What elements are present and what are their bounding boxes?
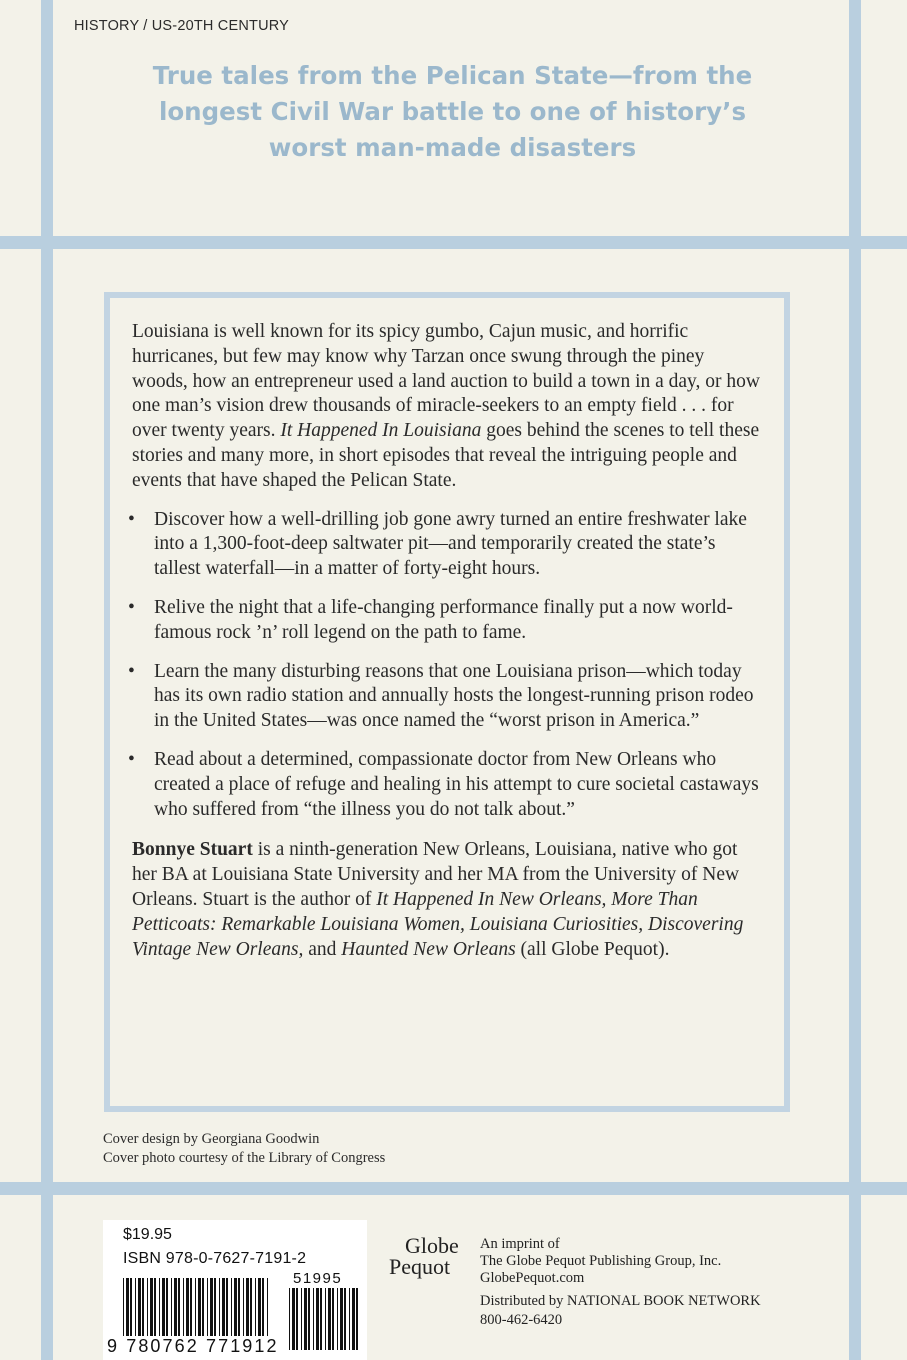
- ean-number: 9 780762 771912: [107, 1336, 279, 1356]
- bio-text: is a ninth-generation New Orleans, Louisiana, native who got her BA at Louisiana State University and her MA from the University of New Orleans. Stuart is the author of: [132, 839, 740, 910]
- intro-text-end: goes behind the scenes to tell these stories and many more, in short episodes that reveal the intriguing people and events that have shaped the Pelican State.: [132, 420, 760, 491]
- price-label: $19.95: [123, 1226, 172, 1243]
- grid-line-horizontal-bottom: [0, 1182, 907, 1195]
- distributor-line: Distributed by NATIONAL BOOK NETWORK: [480, 1293, 761, 1309]
- publisher-logo: [389, 1233, 459, 1279]
- cover-credits: [103, 1130, 385, 1168]
- logo-line: Pequot: [389, 1254, 451, 1279]
- imprint-line: The Globe Pequot Publishing Group, Inc.: [480, 1253, 722, 1269]
- imprint-line: An imprint of: [480, 1236, 560, 1252]
- intro-paragraph: [132, 320, 764, 494]
- highlights-list: [128, 508, 764, 823]
- list-item: [128, 596, 764, 646]
- distributor-info: [480, 1292, 761, 1330]
- distributor-phone: 800-462-6420: [480, 1312, 563, 1328]
- list-item-text: Read about a determined, compassionate doctor from New Orleans who created a place of refuge and healing in his attempt to cure societal castaways who suffered from “the illness you do not talk about.”: [154, 748, 759, 820]
- grid-line-horizontal-top: [0, 236, 907, 249]
- grid-line-vertical-right: [849, 0, 861, 1360]
- bio-text: (all Globe Pequot).: [515, 938, 670, 960]
- tagline-line: True tales from the Pelican State—from the: [152, 61, 753, 90]
- list-item: [128, 748, 764, 822]
- author-bio: [132, 838, 764, 962]
- bio-books: It Happened In New Orleans, More Than Petticoats: Remarkable Louisiana Women, Louisiana Curiosities, Discovering Vintage New Orleans,: [132, 888, 744, 960]
- publisher-info: [480, 1236, 721, 1287]
- bullet-icon: •: [128, 748, 135, 770]
- description-content: [128, 320, 764, 962]
- bullet-icon: •: [128, 596, 135, 618]
- price-code-number: 51995: [293, 1270, 343, 1287]
- intro-text: Louisiana is well known for its spicy gumbo, Cajun music, and horrific hurricanes, but few may know why Tarzan once swung through the piney woods, how an entrepreneur used a land auction to build a town in a day, or how one man’s vision drew thousands of miracle-seekers to an empty field . . . for over twenty years.: [132, 321, 760, 442]
- logo-line: Globe: [405, 1233, 459, 1258]
- publisher-website: GlobePequot.com: [480, 1270, 585, 1286]
- author-name: Bonnye Stuart: [132, 839, 253, 861]
- list-item-text: Discover how a well-drilling job gone awry turned an entire freshwater lake into a 1,300-foot-deep saltwater pit—and temporarily created the state’s tallest waterfall—in a matter of forty-eight hours.: [154, 508, 747, 580]
- tagline: [70, 58, 835, 166]
- bullet-icon: •: [128, 508, 135, 530]
- photo-credit: Cover photo courtesy of the Library of Congress: [103, 1150, 386, 1166]
- isbn-label: ISBN 978-0-7627-7191-2: [123, 1250, 307, 1267]
- book-title: It Happened In Louisiana: [280, 420, 482, 442]
- category-label: HISTORY / US-20TH CENTURY: [74, 18, 290, 34]
- description-panel: [104, 292, 790, 1112]
- grid-line-vertical-left: [41, 0, 53, 1360]
- list-item: [128, 660, 764, 734]
- design-credit: Cover design by Georgiana Goodwin: [103, 1131, 320, 1147]
- tagline-line: worst man-made disasters: [268, 133, 637, 162]
- list-item-text: Relive the night that a life-changing performance finally put a now world-famous rock ’n’ roll legend on the path to fame.: [154, 596, 733, 643]
- bio-book: Haunted New Orleans: [341, 938, 516, 960]
- tagline-line: longest Civil War battle to one of history’s: [158, 97, 747, 126]
- list-item-text: Learn the many disturbing reasons that one Louisiana prison—which today has its own radio station and annually hosts the longest-running prison rodeo in the United States—was once named the “worst prison in America.”: [154, 660, 754, 732]
- bio-text: and: [303, 938, 342, 960]
- list-item: [128, 508, 764, 582]
- bullet-icon: •: [128, 660, 135, 682]
- barcode-box: [103, 1220, 367, 1360]
